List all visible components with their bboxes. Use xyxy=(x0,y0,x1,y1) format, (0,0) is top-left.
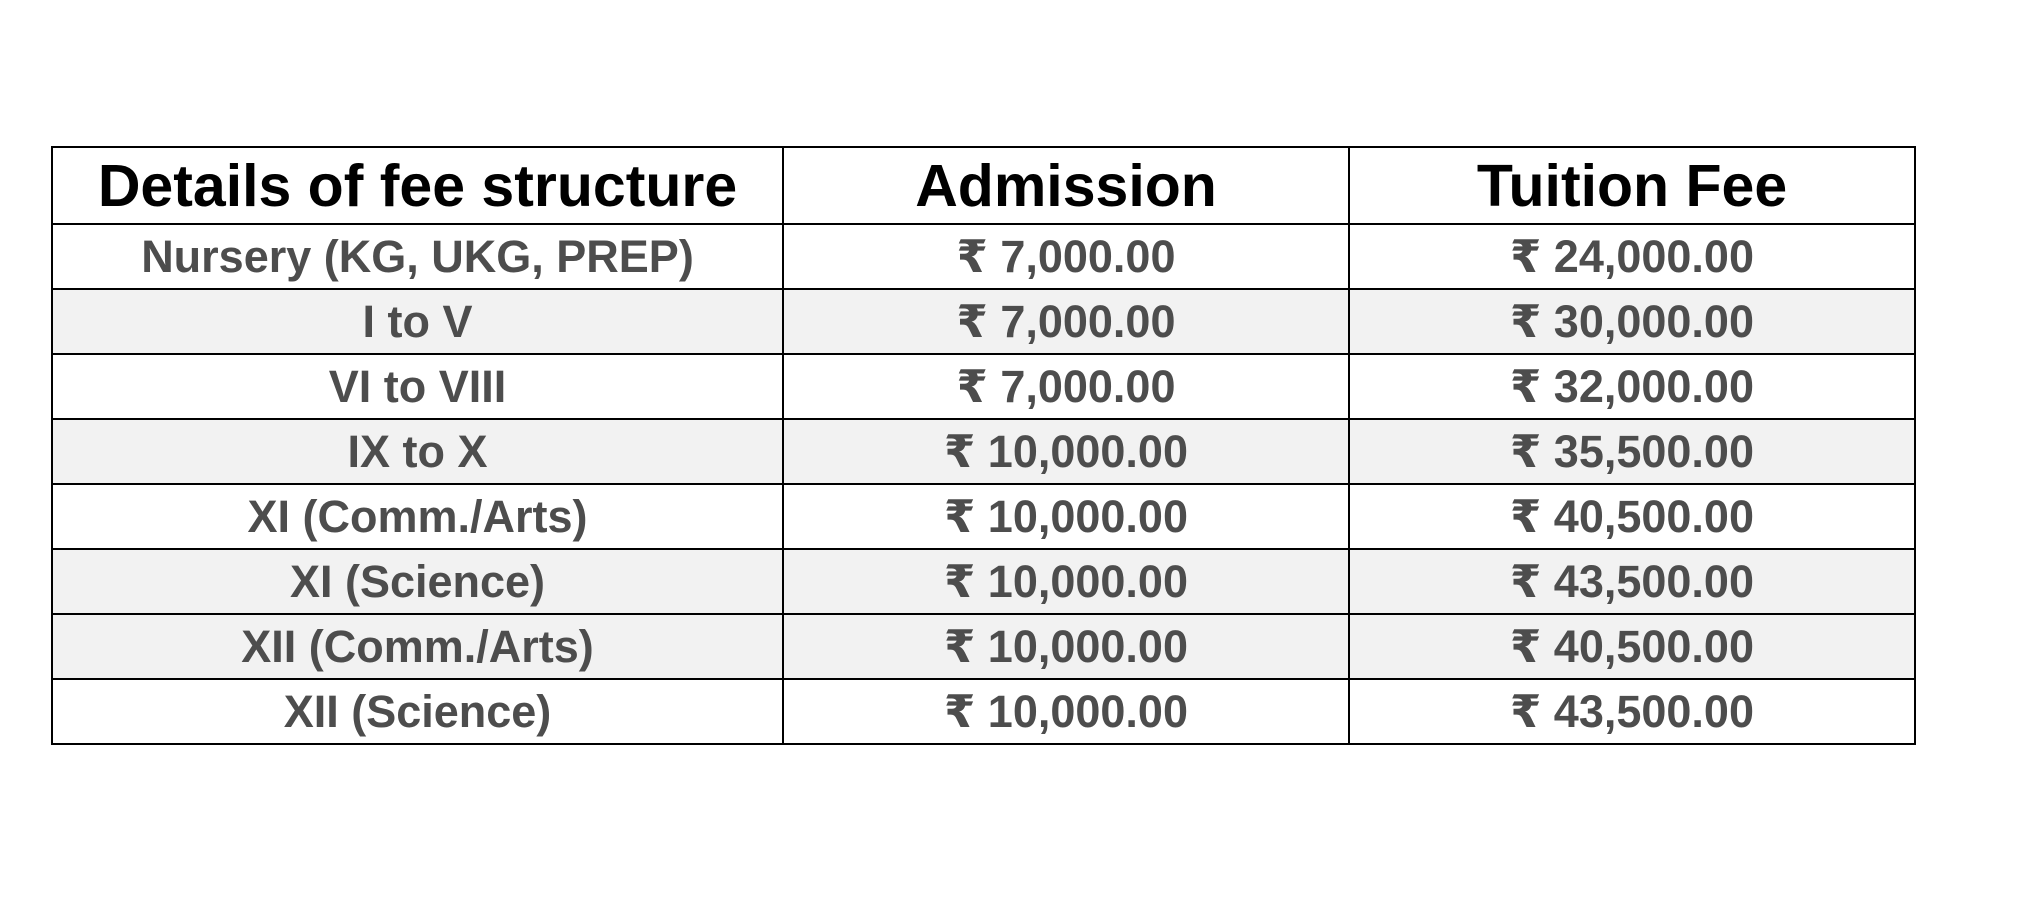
table-row xyxy=(52,549,1915,614)
admission-cell: ₹ 7,000.00 xyxy=(783,289,1349,354)
tuition-cell: ₹ 24,000.00 xyxy=(1349,224,1915,289)
class-cell: IX to X xyxy=(52,419,783,484)
class-cell: VI to VIII xyxy=(52,354,783,419)
fee-structure-table xyxy=(51,146,1916,745)
class-cell: XII (Science) xyxy=(52,679,783,744)
admission-cell: ₹ 10,000.00 xyxy=(783,419,1349,484)
admission-cell: ₹ 10,000.00 xyxy=(783,679,1349,744)
tuition-cell: ₹ 40,500.00 xyxy=(1349,614,1915,679)
tuition-cell: ₹ 35,500.00 xyxy=(1349,419,1915,484)
tuition-cell: ₹ 40,500.00 xyxy=(1349,484,1915,549)
admission-cell: ₹ 10,000.00 xyxy=(783,549,1349,614)
table-row xyxy=(52,224,1915,289)
admission-cell: ₹ 7,000.00 xyxy=(783,354,1349,419)
table-row xyxy=(52,484,1915,549)
header-details: Details of fee structure xyxy=(52,147,783,224)
admission-cell: ₹ 10,000.00 xyxy=(783,614,1349,679)
class-cell: XI (Science) xyxy=(52,549,783,614)
tuition-cell: ₹ 43,500.00 xyxy=(1349,549,1915,614)
table-row xyxy=(52,419,1915,484)
admission-cell: ₹ 10,000.00 xyxy=(783,484,1349,549)
tuition-cell: ₹ 43,500.00 xyxy=(1349,679,1915,744)
class-cell: XI (Comm./Arts) xyxy=(52,484,783,549)
table-row xyxy=(52,354,1915,419)
tuition-cell: ₹ 32,000.00 xyxy=(1349,354,1915,419)
header-admission: Admission xyxy=(783,147,1349,224)
class-cell: I to V xyxy=(52,289,783,354)
table-row xyxy=(52,614,1915,679)
table-header-row xyxy=(52,147,1915,224)
tuition-cell: ₹ 30,000.00 xyxy=(1349,289,1915,354)
table-row xyxy=(52,289,1915,354)
table-row xyxy=(52,679,1915,744)
header-tuition-fee: Tuition Fee xyxy=(1349,147,1915,224)
class-cell: Nursery (KG, UKG, PREP) xyxy=(52,224,783,289)
class-cell: XII (Comm./Arts) xyxy=(52,614,783,679)
admission-cell: ₹ 7,000.00 xyxy=(783,224,1349,289)
